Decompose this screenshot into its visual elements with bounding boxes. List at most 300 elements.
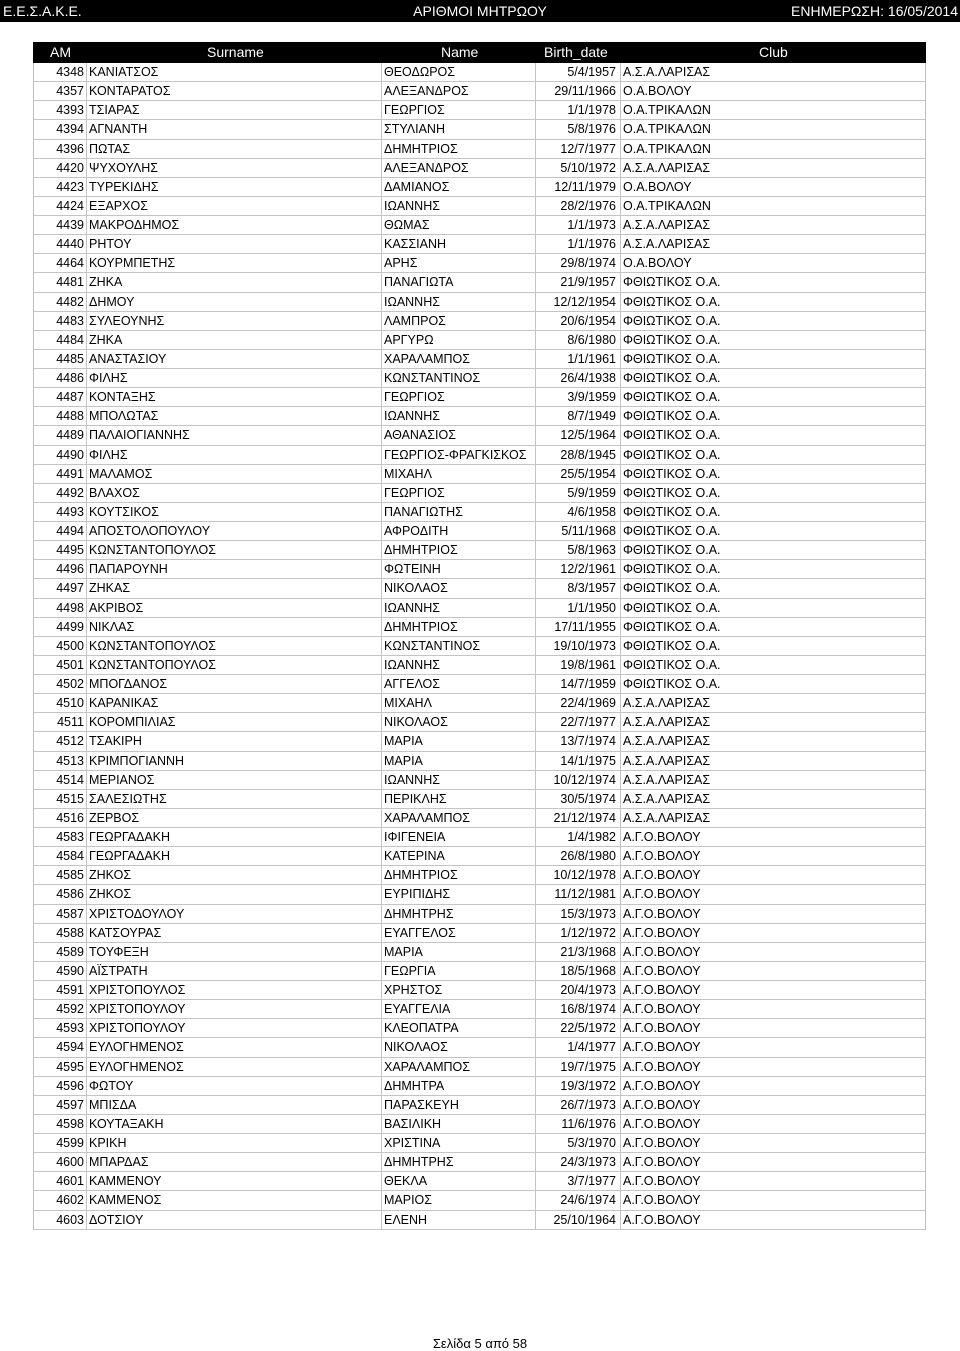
member-number-cell: 4596 bbox=[56, 1078, 84, 1093]
surname-cell: ΡΗΤΟΥ bbox=[89, 237, 132, 252]
member-number-cell: 4602 bbox=[56, 1193, 84, 1208]
surname-cell: ΑΝΑΣΤΑΣΙΟΥ bbox=[89, 351, 167, 366]
club-cell: ΦΘΙΩΤΙΚΟΣ Ο.Α. bbox=[623, 371, 721, 385]
surname-cell: ΝΙΚΛΑΣ bbox=[89, 619, 135, 634]
first-name-cell: ΕΥΡΙΠΙΔΗΣ bbox=[384, 887, 451, 902]
surname-cell: ΚΟΥΤΣΙΚΟΣ bbox=[89, 504, 159, 519]
member-number-cell: 4497 bbox=[56, 581, 84, 596]
table-row bbox=[34, 522, 925, 541]
organization-name: Ε.Ε.Σ.Α.Κ.Ε. bbox=[3, 3, 82, 19]
club-cell: Α.Γ.Ο.ΒΟΛΟΥ bbox=[623, 1174, 701, 1189]
member-number-cell: 4601 bbox=[56, 1174, 84, 1189]
table-row bbox=[34, 465, 925, 484]
club-cell: Α.Γ.Ο.ΒΟΛΟΥ bbox=[623, 1002, 701, 1017]
update-date: ΕΝΗΜΕΡΩΣΗ: 16/05/2014 bbox=[791, 3, 958, 19]
first-name-cell: ΠΕΡΙΚΛΗΣ bbox=[384, 791, 447, 806]
surname-cell: ΖΗΚΑ bbox=[89, 275, 123, 290]
member-number-cell: 4587 bbox=[56, 906, 84, 921]
first-name-cell: ΓΕΩΡΓΙΟΣ-ΦΡΑΓΚΙΣΚΟΣ bbox=[384, 447, 527, 462]
table-row bbox=[34, 579, 925, 598]
first-name-cell: ΠΑΝΑΓΙΩΤΑ bbox=[384, 275, 454, 290]
first-name-cell: ΕΥΑΓΓΕΛΟΣ bbox=[384, 925, 456, 940]
club-cell: Α.Γ.Ο.ΒΟΛΟΥ bbox=[623, 963, 701, 978]
table-row bbox=[34, 1019, 925, 1038]
table-row bbox=[34, 503, 925, 522]
club-cell: ΦΘΙΩΤΙΚΟΣ Ο.Α. bbox=[623, 562, 721, 577]
table-row bbox=[34, 331, 925, 350]
club-cell: ΦΘΙΩΤΙΚΟΣ Ο.Α. bbox=[623, 638, 721, 653]
first-name-cell: ΔΗΜΗΤΡΗΣ bbox=[384, 1155, 454, 1170]
table-row bbox=[34, 809, 925, 828]
first-name-cell: ΘΕΟΔΩΡΟΣ bbox=[384, 65, 456, 79]
birth-date-cell: 26/8/1980 bbox=[560, 849, 616, 864]
table-row bbox=[34, 254, 925, 273]
club-cell: ΦΘΙΩΤΙΚΟΣ Ο.Α. bbox=[623, 351, 721, 366]
club-cell: Α.Γ.Ο.ΒΟΛΟΥ bbox=[623, 1078, 701, 1093]
surname-cell: ΦΙΛΗΣ bbox=[89, 447, 128, 462]
table-row bbox=[34, 1058, 925, 1077]
first-name-cell: ΙΩΑΝΝΗΣ bbox=[384, 409, 440, 424]
table-row bbox=[34, 847, 925, 866]
table-header bbox=[33, 42, 926, 63]
first-name-cell: ΑΛΕΞΑΝΔΡΟΣ bbox=[384, 84, 469, 99]
first-name-cell: ΓΕΩΡΓΙΟΣ bbox=[384, 103, 445, 118]
surname-cell: ΣΑΛΕΣΙΩΤΗΣ bbox=[89, 791, 167, 806]
birth-date-cell: 15/3/1973 bbox=[560, 906, 616, 921]
surname-cell: ΚΑΡΑΝΙΚΑΣ bbox=[89, 696, 159, 711]
surname-cell: ΜΑΛΑΜΟΣ bbox=[89, 466, 153, 481]
club-cell: Α.Γ.Ο.ΒΟΛΟΥ bbox=[623, 983, 701, 997]
birth-date-cell: 19/7/1975 bbox=[560, 1059, 616, 1074]
club-cell: Ο.Α.ΤΡΙΚΑΛΩΝ bbox=[623, 103, 711, 118]
member-number-cell: 4498 bbox=[56, 600, 84, 615]
member-number-cell: 4500 bbox=[56, 638, 84, 653]
first-name-cell: ΑΡΗΣ bbox=[384, 256, 418, 271]
member-number-cell: 4590 bbox=[56, 963, 84, 978]
table-row bbox=[34, 1134, 925, 1153]
first-name-cell: ΓΕΩΡΓΙΟΣ bbox=[384, 485, 445, 500]
member-number-cell: 4502 bbox=[56, 677, 84, 691]
table-row bbox=[34, 446, 925, 465]
club-cell: ΦΘΙΩΤΙΚΟΣ Ο.Α. bbox=[623, 600, 721, 615]
birth-date-cell: 1/1/1973 bbox=[567, 218, 616, 232]
member-number-cell: 4483 bbox=[56, 313, 84, 328]
table-row bbox=[34, 675, 925, 694]
first-name-cell: ΧΑΡΑΛΑΜΠΟΣ bbox=[384, 810, 470, 825]
club-cell: Α.Σ.Α.ΛΑΡΙΣΑΣ bbox=[623, 734, 711, 749]
club-cell: Α.Γ.Ο.ΒΟΛΟΥ bbox=[623, 868, 701, 883]
club-cell: Α.Γ.Ο.ΒΟΛΟΥ bbox=[623, 1136, 701, 1150]
club-cell: ΦΘΙΩΤΙΚΟΣ Ο.Α. bbox=[623, 409, 721, 424]
club-cell: Α.Γ.Ο.ΒΟΛΟΥ bbox=[623, 1021, 701, 1036]
table-row bbox=[34, 752, 925, 771]
club-cell: Α.Γ.Ο.ΒΟΛΟΥ bbox=[623, 1059, 701, 1074]
member-number-cell: 4584 bbox=[56, 849, 84, 864]
member-number-cell: 4597 bbox=[56, 1097, 84, 1112]
club-cell: ΦΘΙΩΤΙΚΟΣ Ο.Α. bbox=[623, 294, 721, 309]
surname-cell: ΑΪΣΤΡΑΤΗ bbox=[89, 963, 148, 978]
surname-cell: ΤΣΑΚΙΡΗ bbox=[89, 734, 142, 749]
surname-cell: ΦΙΛΗΣ bbox=[89, 371, 128, 385]
member-number-cell: 4489 bbox=[56, 428, 84, 443]
first-name-cell: ΧΑΡΑΛΑΜΠΟΣ bbox=[384, 1059, 470, 1074]
table-row bbox=[34, 924, 925, 943]
birth-date-cell: 28/8/1945 bbox=[560, 447, 616, 462]
member-number-cell: 4513 bbox=[56, 753, 84, 768]
table-row bbox=[34, 637, 925, 656]
first-name-cell: ΑΡΓΥΡΩ bbox=[384, 332, 434, 347]
surname-cell: ΜΠΟΛΩΤΑΣ bbox=[89, 409, 159, 424]
club-cell: Α.Γ.Ο.ΒΟΛΟΥ bbox=[623, 1212, 701, 1227]
club-cell: Α.Σ.Α.ΛΑΡΙΣΑΣ bbox=[623, 218, 711, 232]
club-cell: Α.Γ.Ο.ΒΟΛΟΥ bbox=[623, 830, 701, 844]
club-cell: Α.Γ.Ο.ΒΟΛΟΥ bbox=[623, 906, 701, 921]
first-name-cell: ΚΩΝΣΤΑΝΤΙΝΟΣ bbox=[384, 638, 481, 653]
surname-cell: ΜΠΟΓΔΑΝΟΣ bbox=[89, 677, 168, 691]
first-name-cell: ΝΙΚΟΛΑΟΣ bbox=[384, 581, 448, 596]
table-row bbox=[34, 962, 925, 981]
birth-date-cell: 21/12/1974 bbox=[553, 810, 616, 825]
surname-cell: ΧΡΙΣΤΟΠΟΥΛΟΣ bbox=[89, 983, 186, 997]
birth-date-cell: 24/6/1974 bbox=[560, 1193, 616, 1208]
surname-cell: ΦΩΤΟΥ bbox=[89, 1078, 134, 1093]
birth-date-cell: 11/12/1981 bbox=[554, 887, 616, 902]
club-cell: ΦΘΙΩΤΙΚΟΣ Ο.Α. bbox=[623, 524, 721, 538]
member-number-cell: 4492 bbox=[56, 485, 84, 500]
surname-cell: ΜΠΙΣΔΑ bbox=[89, 1097, 137, 1112]
table-row bbox=[34, 866, 925, 885]
member-number-cell: 4488 bbox=[56, 409, 84, 424]
club-cell: Α.Γ.Ο.ΒΟΛΟΥ bbox=[623, 1040, 701, 1055]
surname-cell: ΕΞΑΡΧΟΣ bbox=[89, 198, 148, 213]
member-number-cell: 4594 bbox=[56, 1040, 84, 1055]
first-name-cell: ΓΕΩΡΓΙΟΣ bbox=[384, 390, 445, 405]
member-number-cell: 4591 bbox=[56, 983, 84, 997]
club-cell: ΦΘΙΩΤΙΚΟΣ Ο.Α. bbox=[623, 543, 721, 558]
first-name-cell: ΙΩΑΝΝΗΣ bbox=[384, 772, 440, 787]
member-number-cell: 4588 bbox=[56, 925, 84, 940]
table-row bbox=[34, 1191, 925, 1210]
surname-cell: ΚΟΝΤΑΡΑΤΟΣ bbox=[89, 84, 171, 99]
table-row bbox=[34, 159, 925, 178]
first-name-cell: ΘΩΜΑΣ bbox=[384, 218, 430, 232]
first-name-cell: ΔΗΜΗΤΡΙΟΣ bbox=[384, 868, 458, 883]
surname-cell: ΖΗΚΟΣ bbox=[89, 868, 132, 883]
birth-date-cell: 26/7/1973 bbox=[560, 1097, 616, 1112]
first-name-cell: ΜΑΡΙΑ bbox=[384, 944, 423, 959]
club-cell: Α.Σ.Α.ΛΑΡΙΣΑΣ bbox=[623, 160, 711, 175]
registry-table bbox=[33, 42, 926, 1230]
member-number-cell: 4593 bbox=[56, 1021, 84, 1036]
birth-date-cell: 1/4/1982 bbox=[567, 830, 616, 844]
club-cell: Α.Γ.Ο.ΒΟΛΟΥ bbox=[623, 925, 701, 940]
member-number-cell: 4491 bbox=[56, 466, 84, 481]
member-number-cell: 4514 bbox=[56, 772, 84, 787]
surname-cell: ΨΥΧΟΥΛΗΣ bbox=[89, 160, 158, 175]
birth-date-cell: 1/1/1976 bbox=[567, 237, 616, 252]
member-number-cell: 4481 bbox=[56, 275, 84, 290]
surname-cell: ΓΕΩΡΓΑΔΑΚΗ bbox=[89, 830, 171, 844]
surname-cell: ΖΗΚΑ bbox=[89, 332, 123, 347]
club-cell: ΦΘΙΩΤΙΚΟΣ Ο.Α. bbox=[623, 485, 721, 500]
club-cell: ΦΘΙΩΤΙΚΟΣ Ο.Α. bbox=[623, 657, 721, 672]
club-cell: ΦΘΙΩΤΙΚΟΣ Ο.Α. bbox=[623, 447, 721, 462]
surname-cell: ΜΕΡΙΑΝΟΣ bbox=[89, 772, 155, 787]
table-row bbox=[34, 235, 925, 254]
table-row bbox=[34, 426, 925, 445]
birth-date-cell: 5/9/1959 bbox=[567, 485, 616, 500]
first-name-cell: ΑΦΡΟΔΙΤΗ bbox=[384, 524, 449, 538]
first-name-cell: ΚΛΕΟΠΑΤΡΑ bbox=[384, 1021, 459, 1036]
club-cell: Α.Σ.Α.ΛΑΡΙΣΑΣ bbox=[623, 65, 711, 79]
table-row bbox=[34, 981, 925, 1000]
surname-cell: ΖΗΚΟΣ bbox=[89, 887, 132, 902]
first-name-cell: ΧΡΙΣΤΙΝΑ bbox=[384, 1136, 441, 1150]
birth-date-cell: 1/1/1961 bbox=[567, 351, 616, 366]
table-row bbox=[34, 828, 925, 847]
member-number-cell: 4583 bbox=[56, 830, 84, 844]
member-number-cell: 4348 bbox=[56, 65, 84, 79]
club-cell: ΦΘΙΩΤΙΚΟΣ Ο.Α. bbox=[623, 504, 721, 519]
birth-date-cell: 28/2/1976 bbox=[560, 198, 616, 213]
club-cell: Ο.Α.ΒΟΛΟΥ bbox=[623, 256, 692, 271]
first-name-cell: ΕΥΑΓΓΕΛΙΑ bbox=[384, 1002, 451, 1017]
club-cell: Α.Γ.Ο.ΒΟΛΟΥ bbox=[623, 1155, 701, 1170]
club-cell: Ο.Α.ΒΟΛΟΥ bbox=[623, 84, 692, 99]
club-cell: Α.Σ.Α.ΛΑΡΙΣΑΣ bbox=[623, 772, 711, 787]
first-name-cell: ΔΗΜΗΤΡΑ bbox=[384, 1078, 445, 1093]
first-name-cell: ΔΑΜΙΑΝΟΣ bbox=[384, 179, 450, 194]
club-cell: Α.Σ.Α.ΛΑΡΙΣΑΣ bbox=[623, 696, 711, 711]
club-cell: ΦΘΙΩΤΙΚΟΣ Ο.Α. bbox=[623, 332, 721, 347]
table-row bbox=[34, 560, 925, 579]
table-row bbox=[34, 599, 925, 618]
first-name-cell: ΜΙΧΑΗΛ bbox=[384, 696, 432, 711]
surname-cell: ΓΕΩΡΓΑΔΑΚΗ bbox=[89, 849, 171, 864]
table-row bbox=[34, 1115, 925, 1134]
member-number-cell: 4515 bbox=[56, 791, 84, 806]
birth-date-cell: 21/3/1968 bbox=[560, 944, 616, 959]
surname-cell: ΜΠΑΡΔΑΣ bbox=[89, 1155, 149, 1170]
first-name-cell: ΓΕΩΡΓΙΑ bbox=[384, 963, 436, 978]
birth-date-cell: 30/5/1974 bbox=[560, 791, 616, 806]
first-name-cell: ΜΑΡΙΑ bbox=[384, 734, 423, 749]
member-number-cell: 4496 bbox=[56, 562, 84, 577]
surname-cell: ΕΥΛΟΓΗΜΕΝΟΣ bbox=[89, 1040, 184, 1055]
birth-date-cell: 29/11/1966 bbox=[554, 84, 616, 99]
member-number-cell: 4424 bbox=[56, 198, 84, 213]
club-cell: Ο.Α.ΤΡΙΚΑΛΩΝ bbox=[623, 141, 711, 156]
surname-cell: ΚΟΥΡΜΠΕΤΗΣ bbox=[89, 256, 176, 271]
page-header-bar bbox=[0, 0, 960, 22]
surname-cell: ΤΥΡΕΚΙΔΗΣ bbox=[89, 179, 159, 194]
member-number-cell: 4357 bbox=[56, 84, 84, 99]
surname-cell: ΤΟΥΦΕΞΗ bbox=[89, 944, 149, 959]
club-cell: Α.Γ.Ο.ΒΟΛΟΥ bbox=[623, 849, 701, 864]
member-number-cell: 4499 bbox=[56, 619, 84, 634]
column-header-club: Club bbox=[759, 44, 788, 60]
member-number-cell: 4490 bbox=[56, 447, 84, 462]
member-number-cell: 4396 bbox=[56, 141, 84, 156]
column-header-surname: Surname bbox=[207, 44, 264, 60]
birth-date-cell: 16/8/1974 bbox=[560, 1002, 616, 1017]
club-cell: Α.Σ.Α.ΛΑΡΙΣΑΣ bbox=[623, 715, 711, 730]
table-row bbox=[34, 1211, 925, 1230]
birth-date-cell: 12/7/1977 bbox=[560, 141, 616, 156]
first-name-cell: ΚΑΤΕΡΙΝΑ bbox=[384, 849, 445, 864]
birth-date-cell: 17/11/1955 bbox=[554, 619, 616, 634]
first-name-cell: ΔΗΜΗΤΡΙΟΣ bbox=[384, 543, 458, 558]
club-cell: Α.Σ.Α.ΛΑΡΙΣΑΣ bbox=[623, 237, 711, 252]
first-name-cell: ΔΗΜΗΤΡΙΟΣ bbox=[384, 141, 458, 156]
table-row bbox=[34, 694, 925, 713]
surname-cell: ΑΠΟΣΤΟΛΟΠΟΥΛΟΥ bbox=[89, 524, 211, 538]
first-name-cell: ΚΑΣΣΙΑΝΗ bbox=[384, 237, 446, 252]
first-name-cell: ΦΩΤΕΙΝΗ bbox=[384, 562, 441, 577]
member-number-cell: 4495 bbox=[56, 543, 84, 558]
page-number: Σελίδα 5 από 58 bbox=[432, 1336, 528, 1351]
surname-cell: ΕΥΛΟΓΗΜΕΝΟΣ bbox=[89, 1059, 184, 1074]
member-number-cell: 4510 bbox=[56, 696, 84, 711]
table-row bbox=[34, 63, 925, 82]
member-number-cell: 4486 bbox=[56, 371, 84, 385]
member-number-cell: 4586 bbox=[56, 887, 84, 902]
club-cell: Ο.Α.ΤΡΙΚΑΛΩΝ bbox=[623, 122, 711, 137]
member-number-cell: 4589 bbox=[56, 944, 84, 959]
surname-cell: ΚΩΝΣΤΑΝΤΟΠΟΥΛΟΣ bbox=[89, 638, 216, 653]
birth-date-cell: 5/4/1957 bbox=[567, 65, 616, 79]
surname-cell: ΒΛΑΧΟΣ bbox=[89, 485, 140, 500]
surname-cell: ΧΡΙΣΤΟΔΟΥΛΟΥ bbox=[89, 906, 185, 921]
table-body bbox=[33, 63, 926, 1230]
birth-date-cell: 1/1/1978 bbox=[567, 103, 616, 118]
first-name-cell: ΙΩΑΝΝΗΣ bbox=[384, 198, 440, 213]
birth-date-cell: 13/7/1974 bbox=[560, 734, 616, 749]
first-name-cell: ΛΑΜΠΡΟΣ bbox=[384, 313, 446, 328]
birth-date-cell: 8/6/1980 bbox=[567, 332, 616, 347]
member-number-cell: 4487 bbox=[56, 390, 84, 405]
table-row bbox=[34, 101, 925, 120]
surname-cell: ΔΟΤΣΙΟΥ bbox=[89, 1212, 144, 1227]
birth-date-cell: 5/3/1970 bbox=[567, 1136, 616, 1150]
club-cell: ΦΘΙΩΤΙΚΟΣ Ο.Α. bbox=[623, 677, 721, 691]
first-name-cell: ΑΛΕΞΑΝΔΡΟΣ bbox=[384, 160, 469, 175]
member-number-cell: 4439 bbox=[56, 218, 84, 232]
surname-cell: ΑΓΝΑΝΤΗ bbox=[89, 122, 148, 137]
table-row bbox=[34, 1077, 925, 1096]
member-number-cell: 4482 bbox=[56, 294, 84, 309]
surname-cell: ΚΟΝΤΑΞΗΣ bbox=[89, 390, 156, 405]
birth-date-cell: 19/3/1972 bbox=[560, 1078, 616, 1093]
first-name-cell: ΙΩΑΝΝΗΣ bbox=[384, 294, 440, 309]
birth-date-cell: 5/8/1976 bbox=[567, 122, 616, 137]
surname-cell: ΤΣΙΑΡΑΣ bbox=[89, 103, 140, 118]
birth-date-cell: 22/5/1972 bbox=[560, 1021, 616, 1036]
first-name-cell: ΙΦΙΓΕΝΕΙΑ bbox=[384, 830, 446, 844]
birth-date-cell: 8/3/1957 bbox=[567, 581, 616, 596]
birth-date-cell: 29/8/1974 bbox=[560, 256, 616, 271]
first-name-cell: ΣΤΥΛΙΑΝΗ bbox=[384, 122, 445, 137]
surname-cell: ΧΡΙΣΤΟΠΟΥΛΟΥ bbox=[89, 1002, 186, 1017]
birth-date-cell: 1/12/1972 bbox=[560, 925, 616, 940]
first-name-cell: ΙΩΑΝΝΗΣ bbox=[384, 657, 440, 672]
birth-date-cell: 12/2/1961 bbox=[560, 562, 616, 577]
table-row bbox=[34, 407, 925, 426]
first-name-cell: ΝΙΚΟΛΑΟΣ bbox=[384, 1040, 448, 1055]
birth-date-cell: 25/5/1954 bbox=[560, 466, 616, 481]
birth-date-cell: 5/11/1968 bbox=[561, 524, 616, 538]
member-number-cell: 4595 bbox=[56, 1059, 84, 1074]
surname-cell: ΚΩΝΣΤΑΝΤΟΠΟΥΛΟΣ bbox=[89, 657, 216, 672]
column-header-name: Name bbox=[441, 44, 479, 60]
first-name-cell: ΘΕΚΛΑ bbox=[384, 1174, 428, 1189]
table-row bbox=[34, 197, 925, 216]
first-name-cell: ΝΙΚΟΛΑΟΣ bbox=[384, 715, 448, 730]
member-number-cell: 4599 bbox=[56, 1136, 84, 1150]
table-row bbox=[34, 1172, 925, 1191]
first-name-cell: ΠΑΝΑΓΙΩΤΗΣ bbox=[384, 504, 463, 519]
surname-cell: ΚΡΙΚΗ bbox=[89, 1136, 127, 1150]
member-number-cell: 4423 bbox=[56, 179, 84, 194]
birth-date-cell: 12/5/1964 bbox=[560, 428, 616, 443]
table-row bbox=[34, 140, 925, 159]
column-header-birth-date: Birth_date bbox=[544, 44, 608, 60]
birth-date-cell: 10/12/1978 bbox=[553, 868, 616, 883]
first-name-cell: ΙΩΑΝΝΗΣ bbox=[384, 600, 440, 615]
birth-date-cell: 21/9/1957 bbox=[560, 275, 616, 290]
surname-cell: ΠΑΠΑΡΟΥΝΗ bbox=[89, 562, 168, 577]
surname-cell: ΚΡΙΜΠΟΓΙΑΝΝΗ bbox=[89, 753, 185, 768]
first-name-cell: ΜΑΡΙΑ bbox=[384, 753, 423, 768]
birth-date-cell: 5/8/1963 bbox=[567, 543, 616, 558]
surname-cell: ΚΟΡΟΜΠΙΛΙΑΣ bbox=[89, 715, 176, 730]
member-number-cell: 4494 bbox=[56, 524, 84, 538]
member-number-cell: 4603 bbox=[56, 1212, 84, 1227]
surname-cell: ΑΚΡΙΒΟΣ bbox=[89, 600, 144, 615]
table-row bbox=[34, 905, 925, 924]
birth-date-cell: 8/7/1949 bbox=[567, 409, 616, 424]
member-number-cell: 4420 bbox=[56, 160, 84, 175]
member-number-cell: 4393 bbox=[56, 103, 84, 118]
club-cell: Α.Σ.Α.ΛΑΡΙΣΑΣ bbox=[623, 810, 711, 825]
member-number-cell: 4511 bbox=[57, 715, 84, 730]
table-row bbox=[34, 771, 925, 790]
club-cell: Ο.Α.ΤΡΙΚΑΛΩΝ bbox=[623, 198, 711, 213]
table-row bbox=[34, 120, 925, 139]
birth-date-cell: 26/4/1938 bbox=[560, 371, 616, 385]
surname-cell: ΣΥΛΕΟΥΝΗΣ bbox=[89, 313, 165, 328]
member-number-cell: 4598 bbox=[56, 1116, 84, 1131]
first-name-cell: ΜΙΧΑΗΛ bbox=[384, 466, 432, 481]
member-number-cell: 4464 bbox=[56, 256, 84, 271]
club-cell: ΦΘΙΩΤΙΚΟΣ Ο.Α. bbox=[623, 275, 721, 290]
member-number-cell: 4485 bbox=[56, 351, 84, 366]
club-cell: Α.Γ.Ο.ΒΟΛΟΥ bbox=[623, 1097, 701, 1112]
first-name-cell: ΧΡΗΣΤΟΣ bbox=[384, 983, 443, 997]
birth-date-cell: 11/6/1976 bbox=[561, 1116, 616, 1131]
surname-cell: ΧΡΙΣΤΟΠΟΥΛΟΥ bbox=[89, 1021, 186, 1036]
club-cell: Α.Γ.Ο.ΒΟΛΟΥ bbox=[623, 1116, 701, 1131]
surname-cell: ΖΕΡΒΟΣ bbox=[89, 810, 140, 825]
birth-date-cell: 20/4/1973 bbox=[560, 983, 616, 997]
birth-date-cell: 1/4/1977 bbox=[567, 1040, 616, 1055]
member-number-cell: 4592 bbox=[56, 1002, 84, 1017]
table-row bbox=[34, 943, 925, 962]
member-number-cell: 4585 bbox=[56, 868, 84, 883]
birth-date-cell: 22/4/1969 bbox=[560, 696, 616, 711]
birth-date-cell: 12/11/1979 bbox=[554, 179, 616, 194]
club-cell: ΦΘΙΩΤΙΚΟΣ Ο.Α. bbox=[623, 313, 721, 328]
